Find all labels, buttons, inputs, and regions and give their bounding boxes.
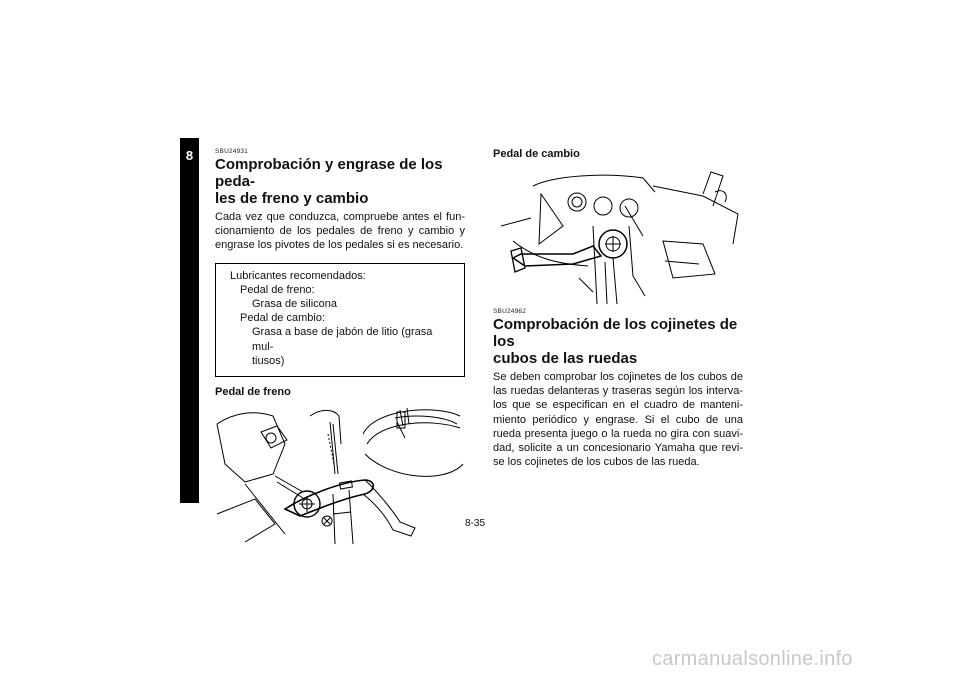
page-number: 8-35 [465, 518, 486, 529]
heading-line: cubos de las ruedas [493, 350, 638, 367]
shift-pedal-illustration [493, 166, 743, 304]
shift-label: Pedal de cambio: [240, 312, 325, 325]
figure-title: Pedal de freno [215, 386, 291, 399]
shift-lubricant: tiusos) [252, 354, 285, 367]
shift-lubricant: Grasa a base de jabón de litio (grasa mul- [252, 326, 433, 353]
section-code: SBU24962 [493, 308, 527, 315]
figure-title: Pedal de cambio [493, 148, 580, 160]
chapter-tab: 8 [180, 138, 199, 503]
brake-label: Pedal de freno: [240, 283, 315, 296]
watermark: carmanualsonline.info [652, 648, 853, 670]
section-code: SBU24931 [215, 148, 249, 155]
lubricants-box [215, 263, 465, 377]
right-column [493, 148, 743, 469]
section-heading [493, 316, 743, 367]
heading-line: les de freno y cambio [215, 190, 369, 207]
left-column [215, 148, 465, 544]
body-text: Cada vez que conduzca, compruebe antes el fun-cionamiento de los pedales de freno y cambio y engrase los pivotes de los pedales si es necesario. [215, 211, 465, 252]
lubricants-title: Lubricantes recomendados: [230, 269, 366, 282]
brake-pedal-illustration [215, 404, 465, 544]
body-text: Se deben comprobar los cojinetes de los cubos de las ruedas delanteras y traseras según los interva-los que se especifican en el cuadro de manteni-miento periódico y engrase. Si el cubo de una rueda presenta juego o la rueda no gira con suavi-dad, solicite a un concesionario Yamaha que revi-se los cojinetes de los cubos de las rueda. [493, 371, 743, 469]
brake-lubricant: Grasa de silicona [252, 298, 337, 311]
heading-line: Comprobación y engrase de los peda- [215, 156, 443, 190]
heading-line: Comprobación de los cojinetes de los [493, 316, 738, 350]
section-heading [215, 156, 465, 207]
